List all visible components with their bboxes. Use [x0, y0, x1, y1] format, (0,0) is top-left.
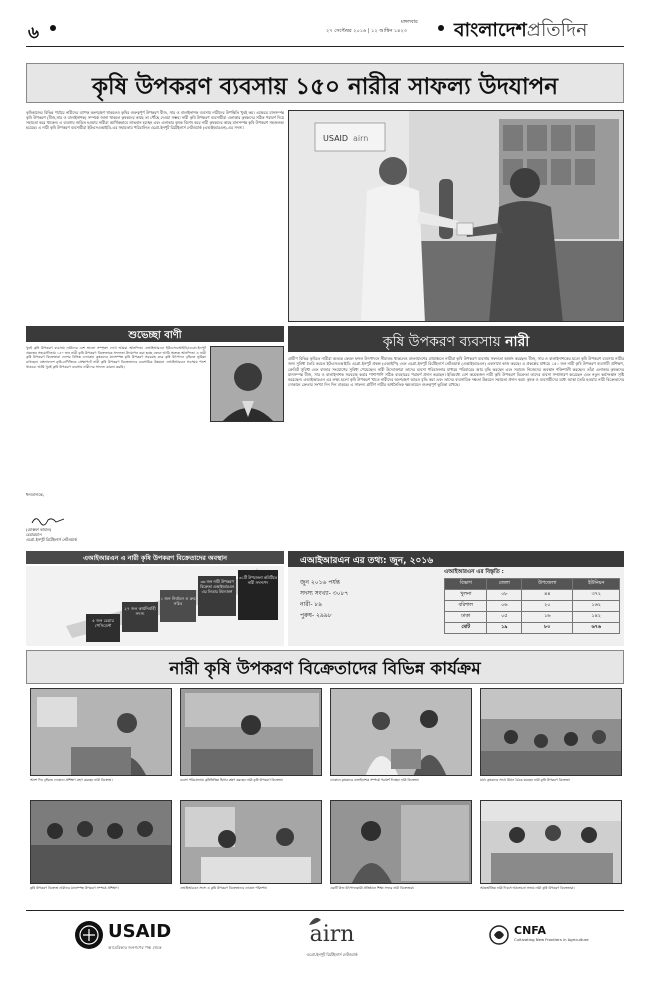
- paper-name-2: প্রতিদিন: [526, 19, 588, 41]
- airn-women: নারী- ৮৯: [300, 601, 323, 608]
- airn-wordmark: airn: [309, 922, 355, 947]
- activity-caption: আন্তর্জাতিক নারী দিবসে আলোচনা সভায় নারী কৃষি উপকরণ বিক্রেতারা।: [480, 886, 575, 890]
- airn-table-title: এআইআরএন এর বিস্তৃতি :: [444, 569, 504, 575]
- greeting-closing: ধন্যবাদান্তে,: [26, 492, 45, 497]
- signature: [30, 514, 66, 526]
- infographic-step: ৩১টি উপজেলা কমিটিতে নারী সদস্যপদ: [238, 570, 278, 620]
- activity-caption: একটি বীজ উৎপাদনকারী প্রতিষ্ঠানে শিক্ষা সফরে নারী বিক্রেতারা।: [330, 886, 415, 890]
- table-cell: মোট: [445, 623, 487, 634]
- paper-logo: [454, 16, 587, 48]
- airn-tagline: এগ্রো-ইনপুট রিটেইলার্স নেটওয়ার্ক: [306, 952, 358, 957]
- greeting-body: খুবই কৃষি উপকরণ ব্যবসায় নারীদের বেশ ভালো সম্পৃক্তা দেখে আমরা আনন্দিত। এআইআরএন ইউএসএআইডি/এগ্রো-ইনপুট প্রকল্পের সহযোগিতায় ১৫০ জন নারী কৃষি উপকরণ বিক্রেতাকে সফলতা উদযাপন করা হচ্ছে জেনে আমি অত্যন্ত আনন্দিত। এ নারী কৃষি উপকরণ বিক্রেতারা দেশের বিভিন্ন এলাকায় কৃষকদের মানসম্পন্ন কৃষি উপকরণ সরবরাহ করে কৃষি উৎপাদন বৃদ্ধিতে ভূমিকা রাখছেন। বাংলাদেশে কৃষি-বাণিজ্যিক প্রেক্ষাপটে নারী কৃষি উপকরণ বিক্রেতাদের ব্যবসায়িক উন্নয়নে এআইআরএন সবসময় পাশে থাকবে। আমি খুবই কৃষি উপকরণ ব্যবসায় নারীদের সাফল্য কামনা করছি।: [26, 346, 206, 369]
- activity-image: [481, 689, 622, 776]
- table-cell: ৩৭২: [573, 590, 620, 601]
- feature-title-bold: নারী: [505, 334, 530, 350]
- date-line: ২৭ সেপ্টেম্বর ২০১৬ | ১২ আশ্বিন ১৪২৩: [326, 28, 407, 34]
- masthead-rule: [26, 46, 624, 47]
- activity-image: [331, 801, 472, 884]
- airn-spread-table: [444, 578, 620, 634]
- usaid-wordmark: USAID: [108, 921, 172, 942]
- usaid-tagline: আমেরিকার জনগণের পক্ষ থেকে: [108, 945, 162, 950]
- activity-image: [181, 801, 322, 884]
- table-row: [445, 623, 620, 634]
- cnfa-wordmark: CNFA: [514, 924, 547, 937]
- activity-image: [481, 801, 622, 884]
- svg-text:USAID: USAID: [323, 134, 349, 143]
- airn-total-label: জুন ২০১৬ পর্যন্ত: [300, 579, 341, 586]
- table-cell: ১৪২: [573, 612, 620, 623]
- greeting-title: শুভেচ্ছা বাণী: [128, 330, 182, 341]
- table-row: [445, 612, 620, 623]
- activity-photo: [30, 688, 172, 776]
- intro-text: কৃষিকাজের বিভিন্ন পর্যায়ে নারীদের ব্যাপক অংশগ্রহণ থাকলেও কৃষির গুরুত্বপূর্ণ উপকরণ বীজ, সার ও বালাইনাশক ব্যবসায় নারীদের উপস্থিতি খুবই কম। এক্ষেত্রে মানসম্পন্ন কৃষি উপকরণ (বীজ,সার ও বালাইনাশক) সম্পর্কে জানা থাকলে কৃষকদের কাছে তা পৌঁছে দেওয়া সম্ভব। নারী কৃষি উপকরণ ব্যবসায়ীরা এলাকার কৃষকদের সঠিক পরামর্শ দিয়ে সহায়তা করে থাকেন। এ ব্যবসায় জড়িত হওয়ায় নারীরা আর্থিকভাবে লাভবান হচ্ছেন এবং এলাকার কৃষক বিশেষ করে নারী কৃষকদের কাছে মানসম্পন্ন কৃষি উপকরণ সহজলভ্য হয়েছে। এ নারী কৃষি উপকরণ ব্যবসায়ীরা ইউএসএআইডি-এর সহায়তায় পরিচালিত এগ্রো-ইনপুট রিটেইলার্স নেটওয়ার্ক (এআইআরএন)-এর সদস্য।: [26, 110, 284, 131]
- table-cell: ৮০: [521, 623, 572, 634]
- table-header-cell: জেলা: [487, 579, 522, 590]
- svg-text:airn: airn: [353, 134, 369, 143]
- page-number: ৬: [28, 23, 40, 43]
- table-header-cell: বিভাগ: [445, 579, 487, 590]
- usaid-seal-icon: [74, 920, 104, 950]
- infographic-panel: [26, 566, 284, 646]
- table-cell: ১৬: [521, 612, 572, 623]
- table-cell: ৬৭৬: [573, 623, 620, 634]
- signer-title: চেয়ারম্যান: [26, 532, 42, 537]
- activity-photo: [330, 688, 472, 776]
- activity-photo: [30, 800, 172, 884]
- activity-caption: মাঠে কৃষকদের সাথে উঠান বৈঠক করছেন নারী কৃষি উপকরণ বিক্রেতা।: [480, 778, 571, 782]
- usaid-logo: [74, 918, 214, 958]
- page-number-dot: [50, 25, 56, 31]
- table-cell: ১৬২: [573, 601, 620, 612]
- activity-image: [31, 801, 172, 884]
- cnfa-logo: [488, 920, 598, 956]
- signer-org: এগ্রো-ইনপুট রিটেইলার্স নেটওয়ার্ক: [26, 537, 77, 542]
- airn-info-title: এআইআরএন এর তথ্য: জুন, ২০১৬: [300, 556, 434, 566]
- table-header-row: [445, 579, 620, 590]
- table-cell: খুলনা: [445, 590, 487, 601]
- shop-scene-image: [289, 111, 624, 322]
- activities-title: নারী কৃষি উপকরণ বিক্রেতাদের বিভিন্ন কার্যক্রম: [169, 659, 481, 679]
- infographic-step: ১ জন নির্বাচন ও ক্রয় সচিব: [160, 590, 196, 622]
- activity-photo: [480, 800, 622, 884]
- footer-rule: [26, 910, 624, 911]
- infographic-step: ৩৬ জন নারী উপকরণ বিক্রেতা এআইআরএন এর লিডার উদ্যোক্তা: [198, 576, 236, 616]
- activity-image: [331, 689, 472, 776]
- table-row: [445, 590, 620, 601]
- activity-photo: [180, 688, 322, 776]
- activity-caption: এআইআরএন সদস্য ও কৃষি উপকরণ বিক্রেতাদের দোকান পরিদর্শন।: [180, 886, 268, 890]
- activity-image: [181, 689, 322, 776]
- infographic-step: ৫ জন চেয়ার পেসিডেন্ট: [86, 614, 120, 642]
- headline: কৃষি উপকরণ ব্যবসায় ১৫০ নারীর সাফল্য উদযাপন: [91, 74, 559, 100]
- activity-caption: আশে দিন বৃদ্ধিতে দোকানে প্রশিক্ষণ গ্রহণ করছেন নারী বিক্রেতা।: [30, 778, 113, 782]
- airn-logo: [282, 916, 382, 960]
- day-line: মঙ্গলবার: [401, 19, 418, 25]
- activity-photo: [330, 800, 472, 884]
- table-cell: ০৮: [487, 590, 522, 601]
- table-cell: ১৯: [487, 623, 522, 634]
- table-cell: বরিশাল: [445, 601, 487, 612]
- table-cell: ০৫: [487, 612, 522, 623]
- masthead-dot: [438, 25, 444, 31]
- activity-caption: কৃষি উপকরণ বিক্রেতা নারীদের মানসম্পন্ন উপকরণ সম্পর্কে প্রশিক্ষণ।: [30, 886, 119, 890]
- feature-body: গ্রামীণ বিভিন্ন কৃষিতে নারীরা অত্যন্ত কেবল ফসল উৎপাদনে সীমাবদ্ধ থাকলেও বাংলাদেশের গ্রামাঞ্চলে নারীরা কৃষি উপকরণ ব্যবসায় সফলতা অর্জন করছেন। বীজ, সার ও বালাইনাশকের মতো কৃষি উপকরণ ব্যবসায় নারীর জন্য সুবিধা তৈরি করতে ইউএসএআইডি এগ্রো-ইনপুট প্রকল্প (এআইপি) এবং এগ্রো-ইনপুট রিটেইলার্স নেটওয়ার্ক (এআইআরএন) একসাথে কাজ করছে। এ প্রকল্পের মাধ্যমে ১৫০ জন নারী কৃষি উপকরণ ব্যবসায়ী প্রশিক্ষণ, ক্রেডিট সুবিধা এবং বাজার সংযোগের সুবিধা পেয়েছেন। নারী উদ্যোক্তারা তাদের ব্যবসা পরিচালনার মাধ্যমে পরিবারের আয় বৃদ্ধি করছেন এবং সমাজে নিজেদের অবস্থান শক্তিশালী করছেন। তাঁরা এলাকার কৃষকদের মানসম্পন্ন বীজ, সার ও বালাইনাশক সরবরাহ করার পাশাপাশি সঠিক ব্যবহারের পরামর্শ প্রদান করছেন। ইতিমধ্যে বেশ কয়েকজন নারী কৃষি উপকরণ বিক্রেতা তাদের ব্যবসা সম্প্রসারণ করেছেন এবং নতুন কর্মসংস্থান সৃষ্টি করেছেন। এআইআরএন এর লক্ষ্য হলো কৃষি উপকরণ খাতে নারীদের অংশগ্রহণ আরও বৃদ্ধি করা এবং তাদের ব্যবসায়িক দক্ষতা উন্নয়নে সহায়তা প্রদান করা। কৃষক ও ব্যবসায়ীদের মধ্যে আস্থা তৈরি হওয়ায় নারী বিক্রেতাদের দোকানে ক্রেতার সংখ্যা দিন দিন বাড়ছে। এ সাফল্য গ্রামীণ নারীর অর্থনৈতিক ক্ষমতায়নে গুরুত্বপূর্ণ ভূমিকা রাখছে।: [288, 356, 624, 388]
- activity-photo: [480, 688, 622, 776]
- paper-name: বাংলাদেশ: [454, 19, 527, 41]
- table-header-cell: ইউনিয়ন: [573, 579, 620, 590]
- top-photo: [288, 110, 624, 322]
- feature-title-prefix: কৃষি উপকরণ ব্যবসায়: [382, 334, 501, 350]
- infographic-title: এআইআরএন এ নারী কৃষি উপকরণ বিক্রেতাদের অবস্থান: [83, 554, 227, 562]
- feature-title: [288, 330, 624, 354]
- greeting-portrait: [210, 346, 284, 422]
- cnfa-tagline: Cultivating New Frontiers in Agriculture: [514, 937, 589, 942]
- activity-image: [31, 689, 172, 776]
- activity-caption: ব্যবসা পরিচালনায় কৃষিভিত্তিক হিসাব রক্ষণ করছেন নারী কৃষি উপকরণ বিক্রেতা।: [180, 778, 283, 782]
- table-header-cell: উপজেলা: [521, 579, 572, 590]
- signer-name: (মোস্তফা কামাল): [26, 527, 52, 532]
- greeting-body-extra: [26, 456, 284, 478]
- portrait-image: [211, 347, 284, 422]
- masthead: [26, 14, 624, 44]
- airn-men: পুরুষ- ২৯৯৮: [300, 612, 332, 619]
- activity-caption: দোকানে কৃষকদের বালাইনাশক সম্পর্কে পরামর্শ দিচ্ছেন নারী বিক্রেতা।: [330, 778, 419, 782]
- table-cell: ০৬: [487, 601, 522, 612]
- cnfa-circle-icon: [488, 924, 510, 946]
- table-cell: ঢাকা: [445, 612, 487, 623]
- infographic-step: ২৭ জন কার্যনির্বাহী সদস্য: [122, 602, 158, 632]
- airn-members: সদস্য সংখ্যা- ৩০৮৭: [300, 590, 349, 597]
- table-cell: ২০: [521, 601, 572, 612]
- table-cell: ৪৪: [521, 590, 572, 601]
- table-row: [445, 601, 620, 612]
- activity-photo: [180, 800, 322, 884]
